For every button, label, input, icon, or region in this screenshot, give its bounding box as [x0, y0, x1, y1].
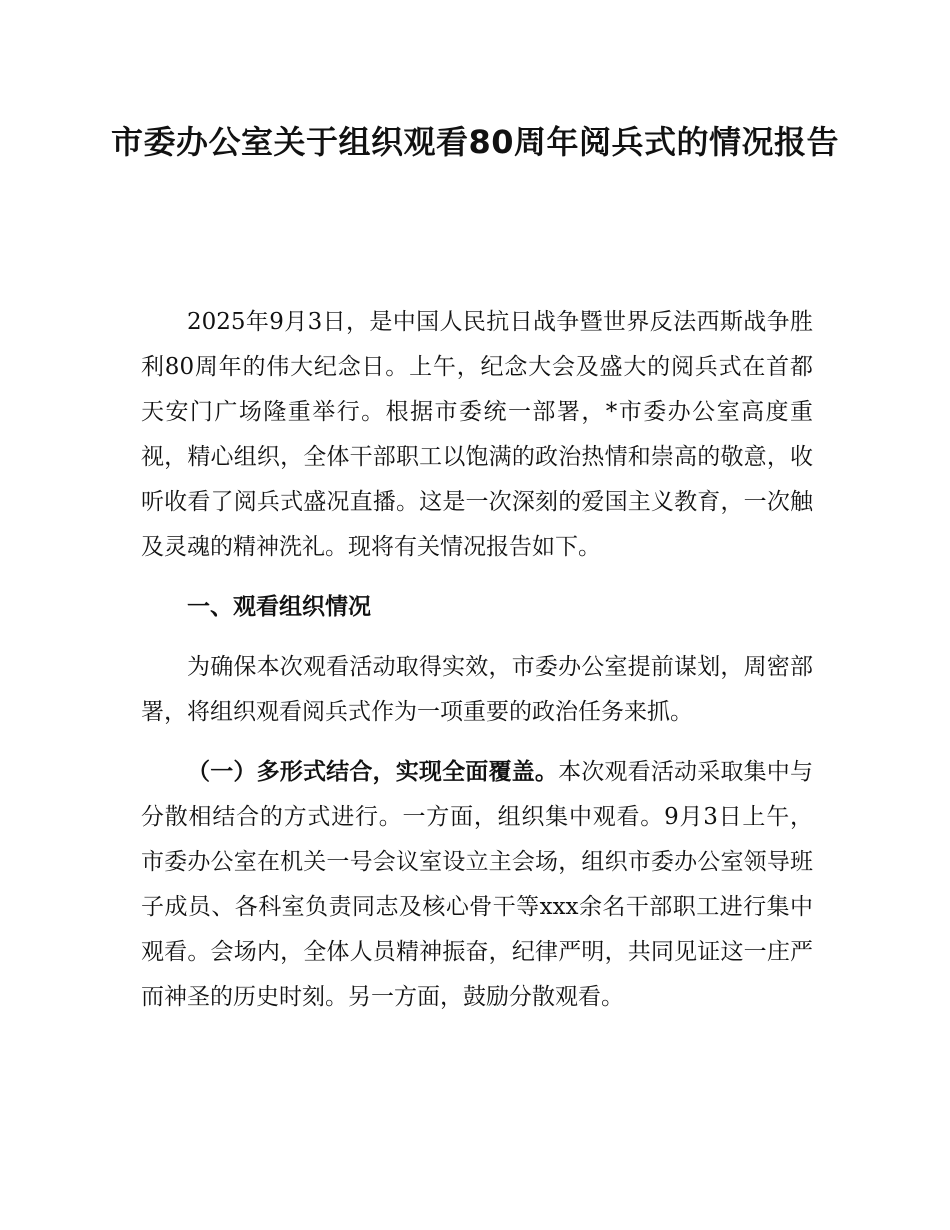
subsection-lead: （一）多形式结合，实现全面覆盖。: [187, 759, 559, 785]
section-paragraph: 为确保本次观看活动取得实效，市委办公室提前谋划，周密部署，将组织观看阅兵式作为一项重要的政治任务来抓。: [141, 654, 813, 725]
document-body: [141, 300, 813, 1020]
intro-paragraph: 2025年9月3日，是中国人民抗日战争暨世界反法西斯战争胜利80周年的伟大纪念日。上午，纪念大会及盛大的阅兵式在首都天安门广场隆重举行。根据市委统一部署，*市委办公室高度重视，精心组织，全体干部职工以饱满的政治热情和崇高的敬意，收听收看了阅兵式盛况直播。这是一次深刻的爱国主义教育，一次触及灵魂的精神洗礼。现将有关情况报告如下。: [141, 309, 813, 560]
section-heading: 一、观看组织情况: [187, 594, 371, 620]
document-title: 市委办公室关于组织观看80周年阅兵式的情况报告: [110, 123, 840, 161]
subsection-body: 本次观看活动采取集中与分散相结合的方式进行。一方面，组织集中观看。9月3日上午，市委办公室在机关一号会议室设立主会场，组织市委办公室领导班子成员、各科室负责同志及核心骨干等xxx余名干部职工进行集中观看。会场内，全体人员精神振奋，纪律严明，共同见证这一庄严而神圣的历史时刻。另一方面，鼓励分散观看。: [141, 759, 814, 1010]
subsection-paragraph: [141, 750, 813, 1020]
